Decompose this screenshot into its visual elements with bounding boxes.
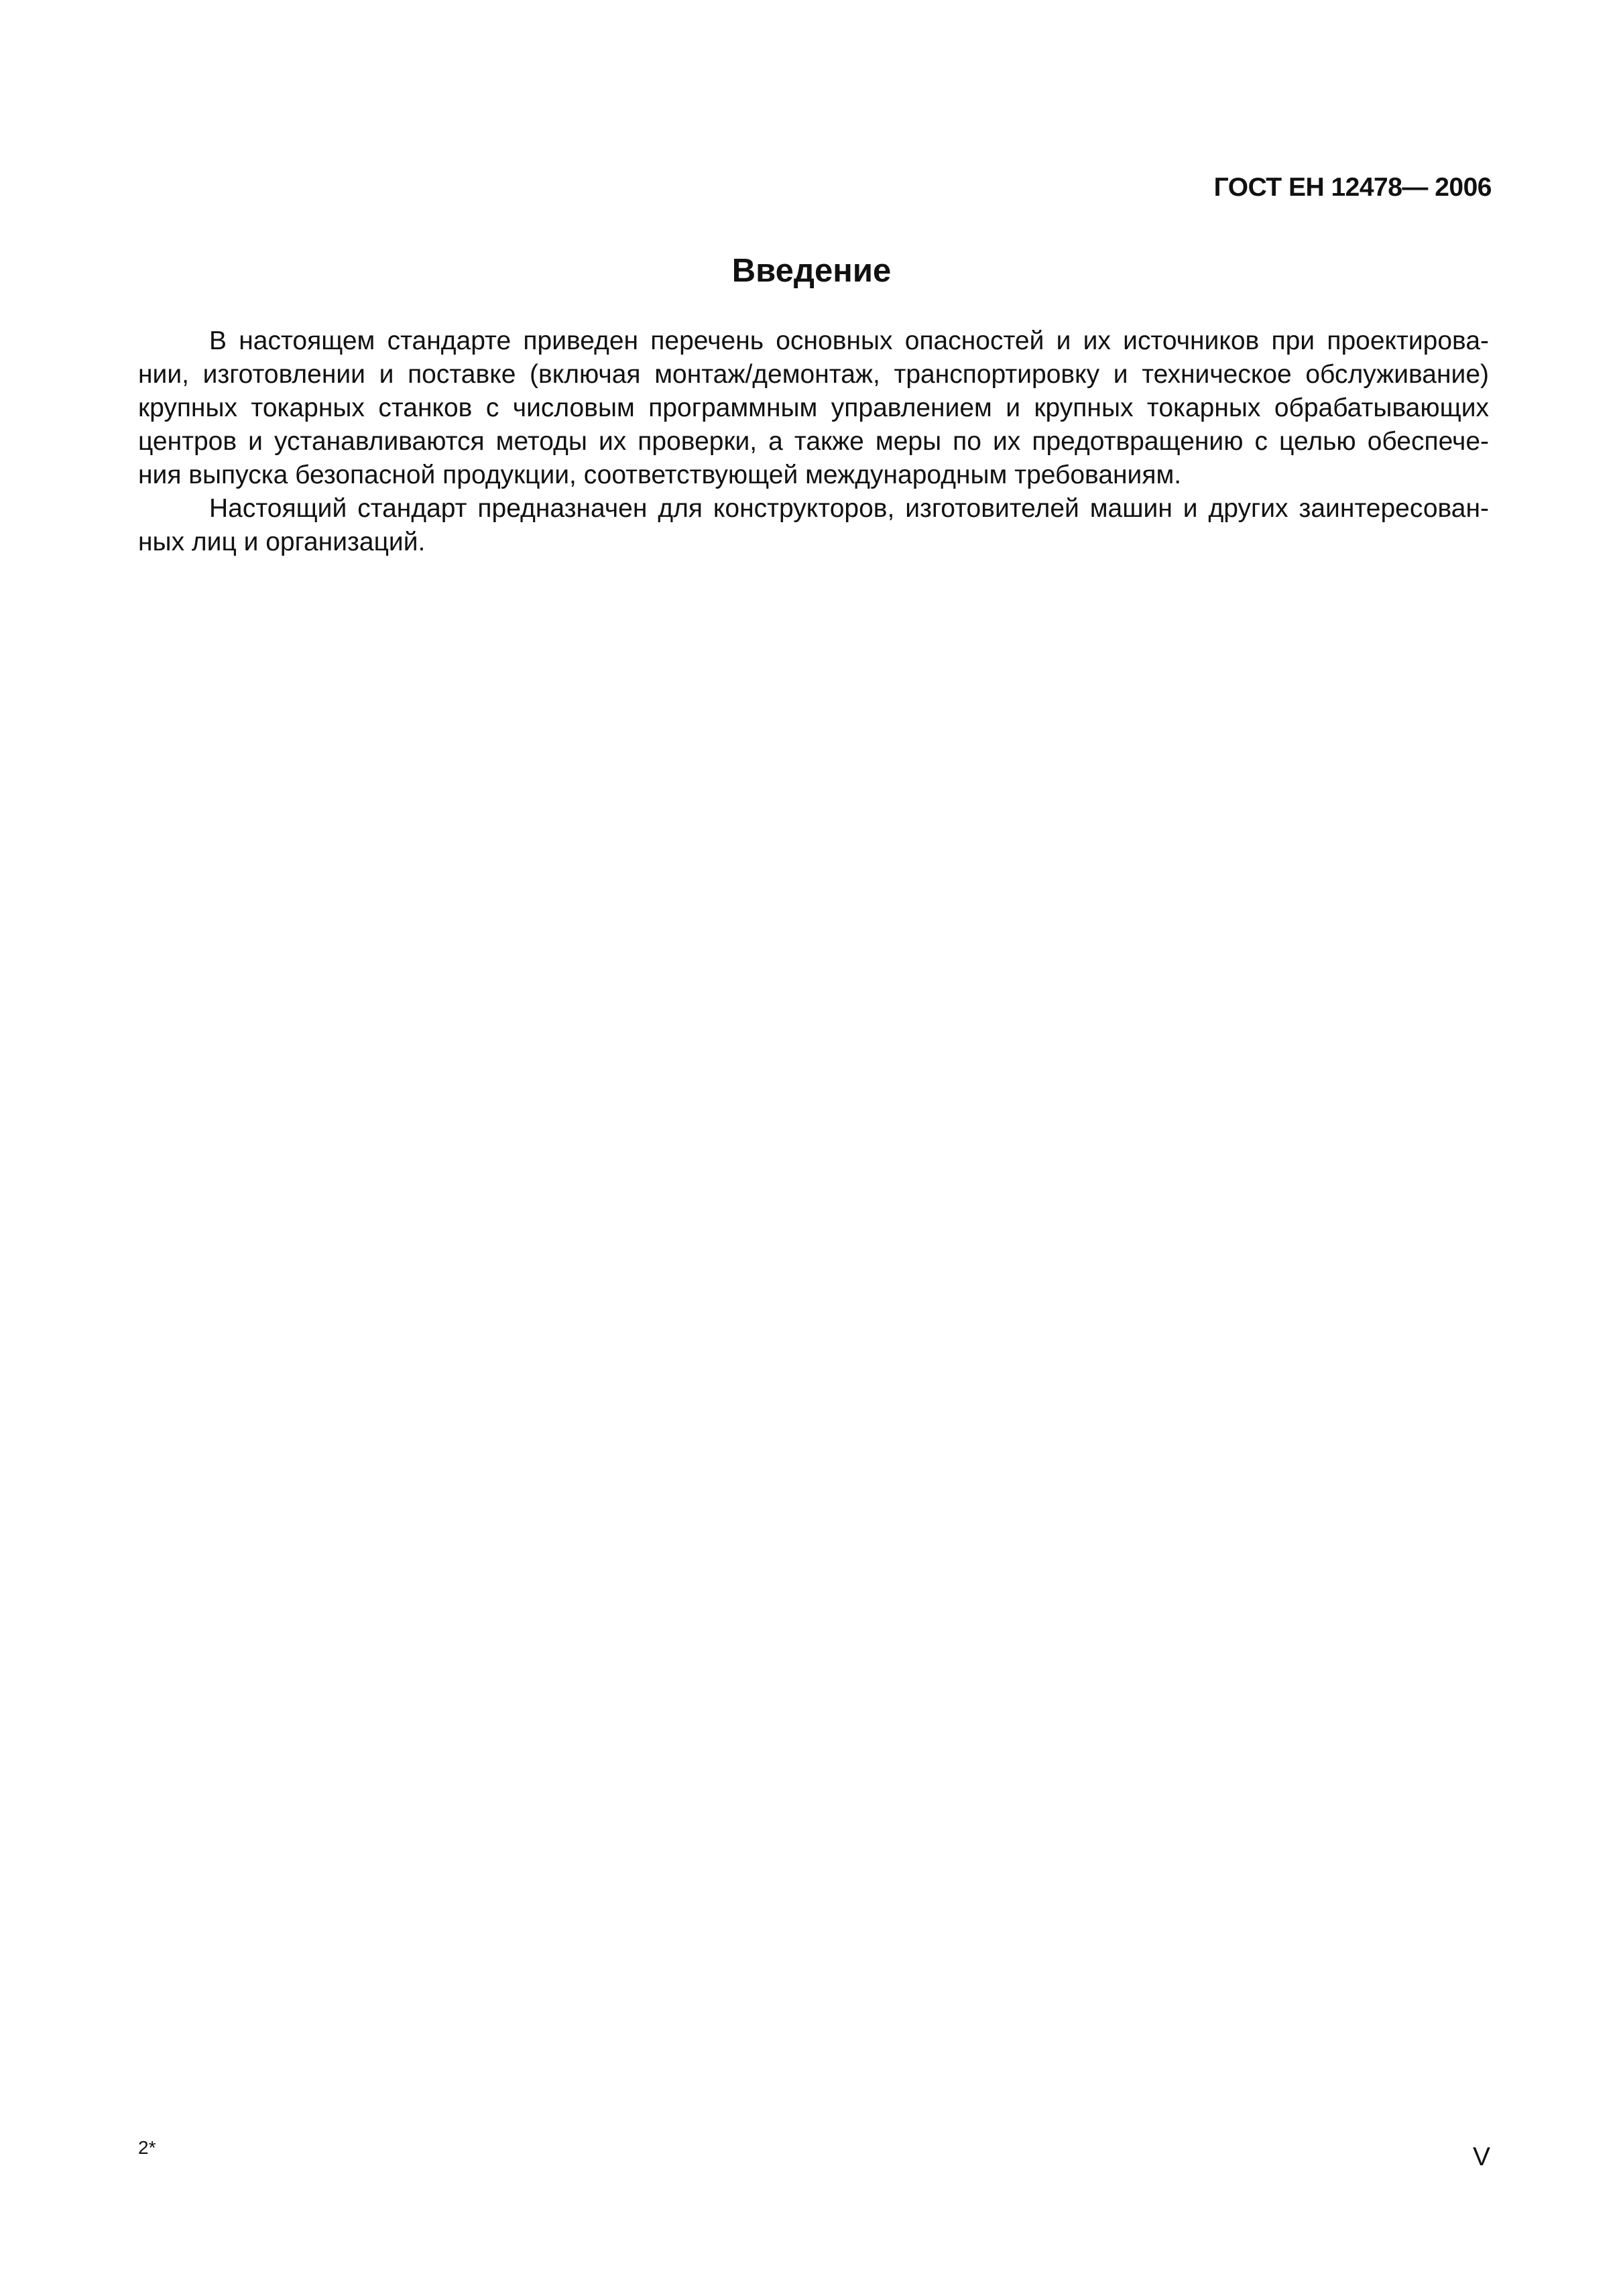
text-line: Настоящий стандарт предназначен для конструкторов, изготовителей машин и других заинтересован- <box>209 494 1489 523</box>
text-line: ных лиц и организаций. <box>138 528 426 556</box>
text-line: центров и устанавливаются методы их проверки, а также меры по их предотвращению с целью обеспече- <box>138 427 1489 456</box>
section-title: Введение <box>731 253 892 289</box>
page-number: V <box>1472 2142 1490 2171</box>
text-line: нии, изготовлении и поставке (включая монтаж/демонтаж, транспортировку и техническое обслуживание) <box>138 360 1489 389</box>
body-text <box>138 324 1489 559</box>
paragraph-scope <box>138 324 1489 492</box>
text-line: В настоящем стандарте приведен перечень основных опасностей и их источников при проектирова- <box>209 326 1489 355</box>
text-line: ния выпуска безопасной продукции, соответствующей международным требованиям. <box>138 461 1182 489</box>
signature-mark: 2* <box>138 2137 156 2158</box>
paragraph-audience <box>138 492 1489 559</box>
text-line: крупных токарных станков с числовым программным управлением и крупных токарных обрабатывающих <box>138 394 1489 422</box>
document-code: ГОСТ ЕН 12478— 2006 <box>1213 173 1492 202</box>
